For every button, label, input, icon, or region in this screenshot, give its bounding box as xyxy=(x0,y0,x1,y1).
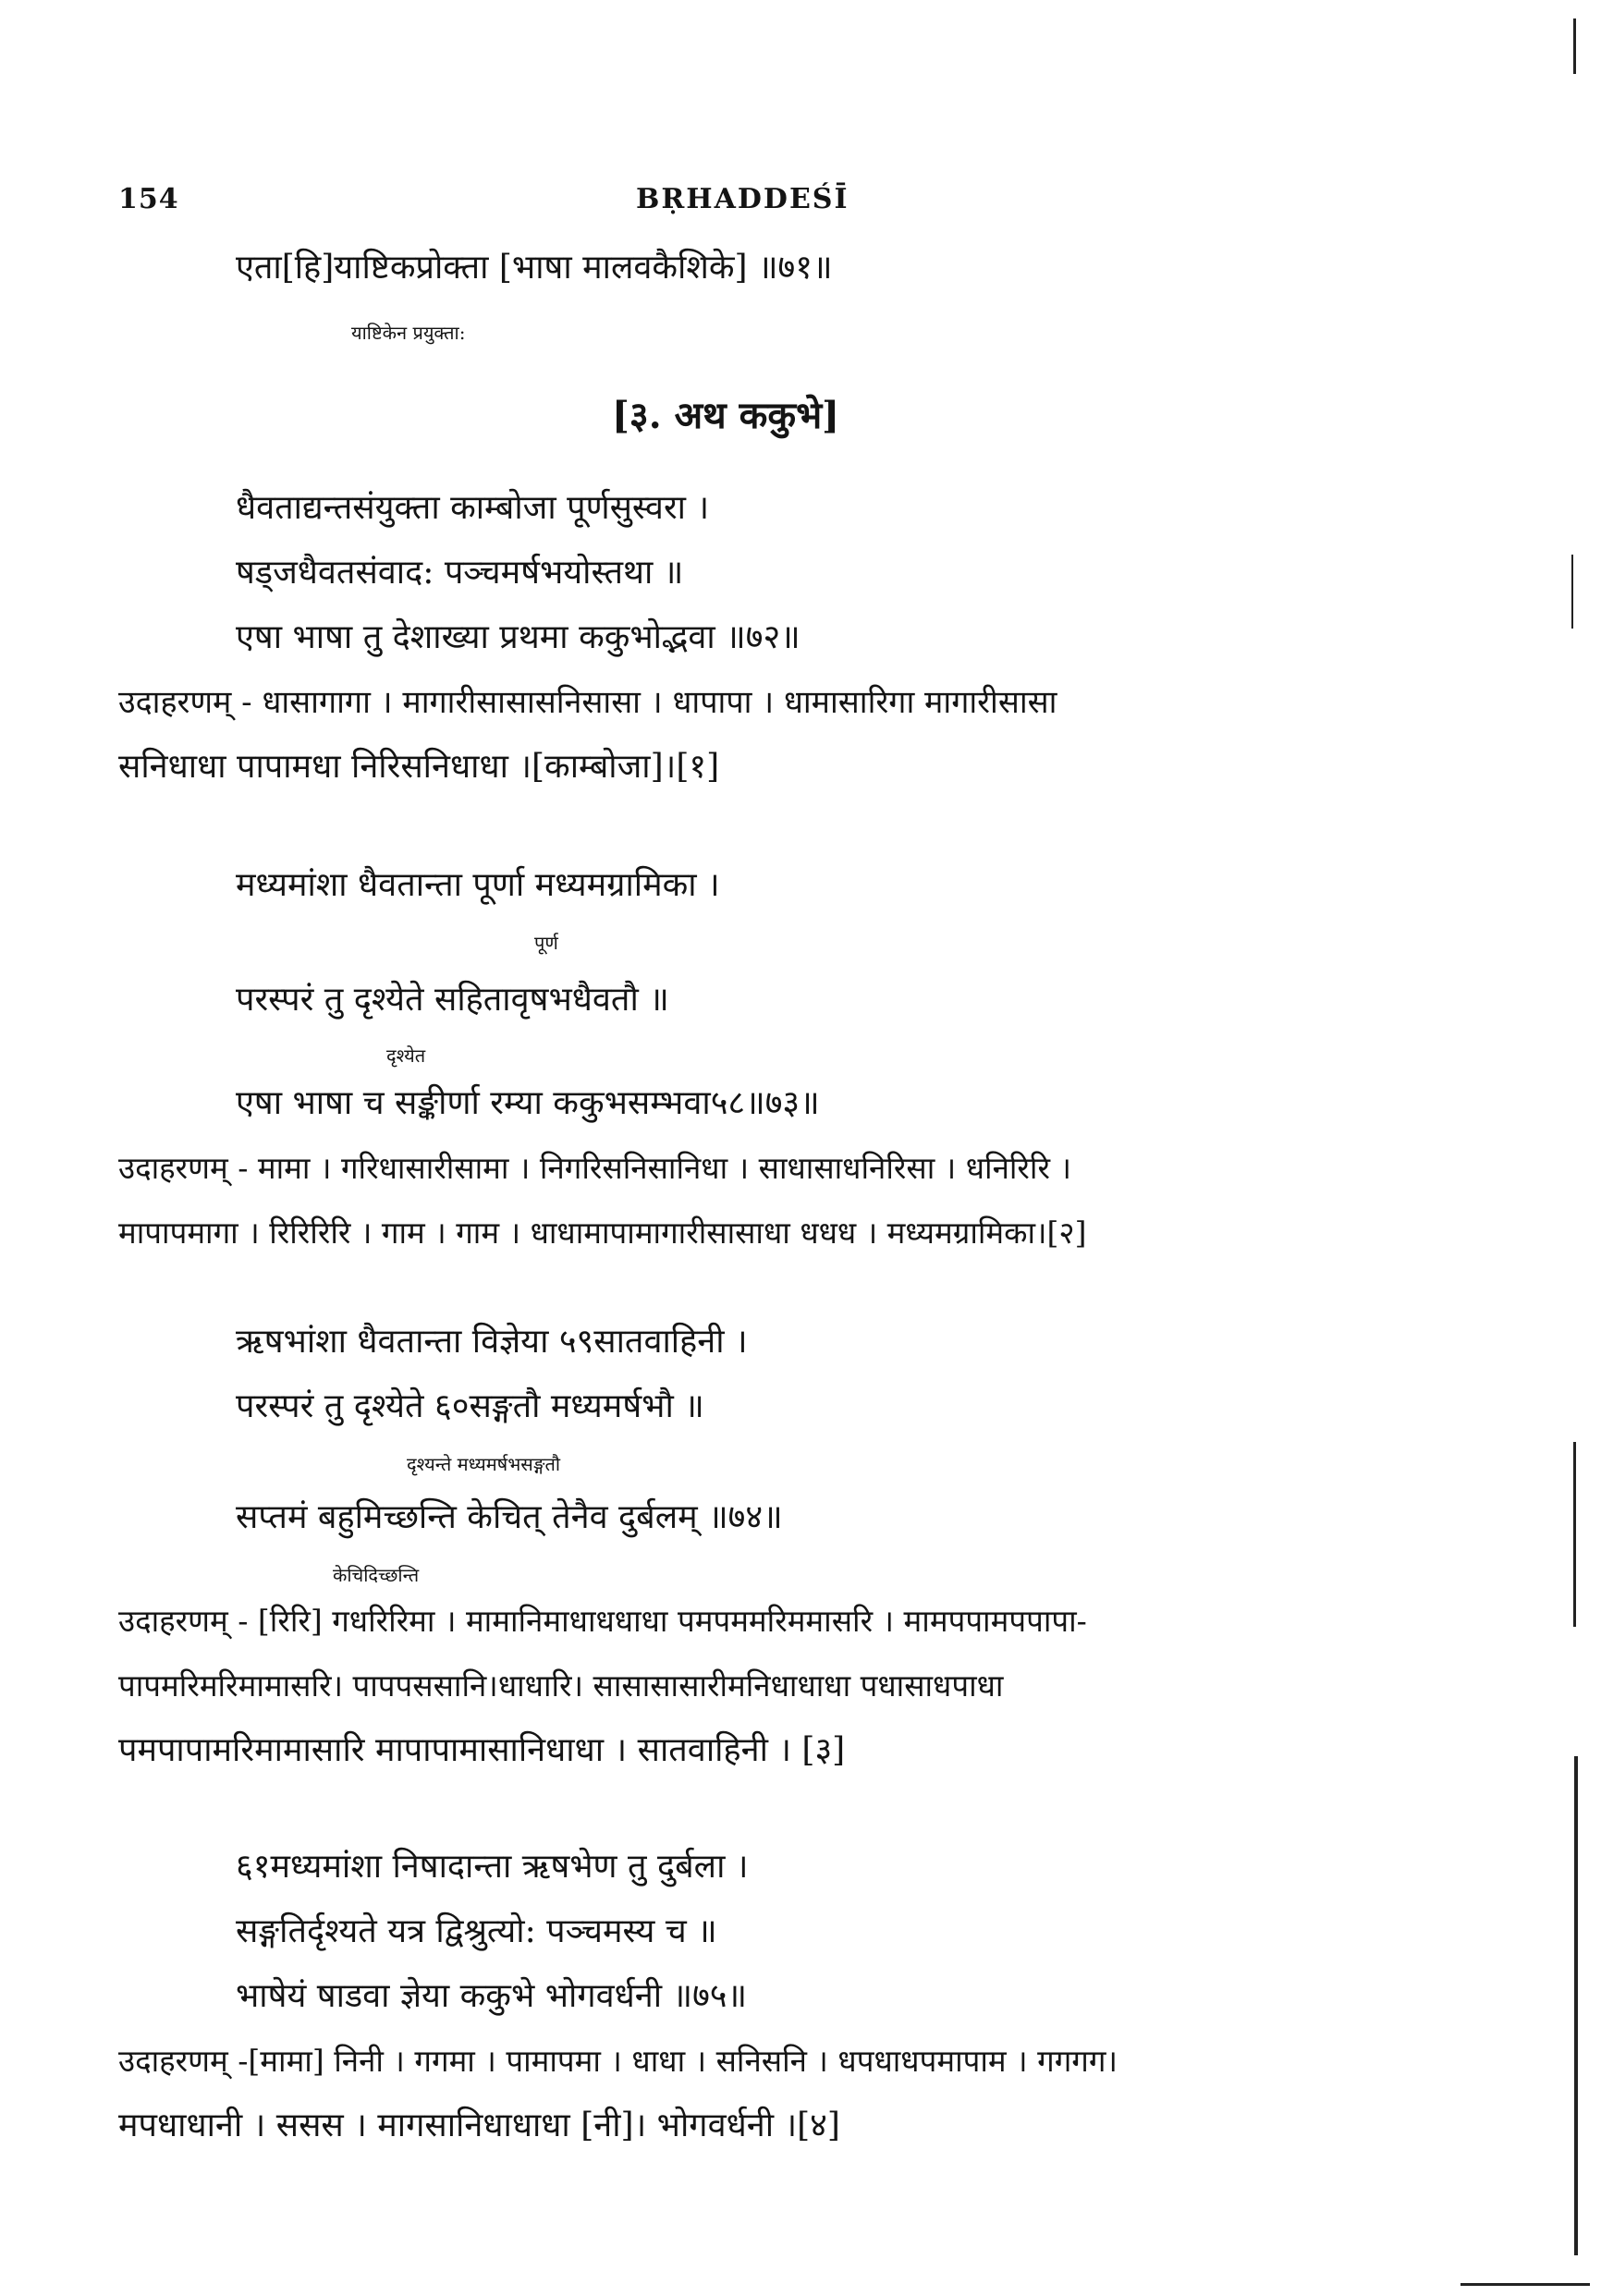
example-3-line-3: पमपापामरिमामासारि मापापामासानिधाधा । सातवाहिनी । [३] xyxy=(118,1731,846,1769)
verse-72-line-2: षड्जधैवतसंवाद: पञ्चमर्षभयोस्तथा ॥ xyxy=(236,554,684,592)
verse-75-line-1: ६१मध्यमांशा निषादान्ता ऋषभेण तु दुर्बला । xyxy=(236,1848,749,1886)
example-3-line-1: उदाहरणम् - [रिरि] गधरिरिमा । मामानिमाधाधधाधा पमपममरिममासरि । मामपपामपपापा- xyxy=(118,1603,1087,1639)
verse-74-gloss-1: दृश्यन्ते मध्यमर्षभसङ्गतौ xyxy=(407,1453,561,1475)
verse-74-line-3: सप्तमं बहुमिच्छन्ति केचित् तेनैव दुर्बलम् ॥७४॥ xyxy=(236,1498,783,1536)
example-2-line-1: उदाहरणम् - मामा । गरिधासारीसामा । निगरिसनिसानिधा । साधासाधनिरिसा । धनिरिरि । xyxy=(118,1150,1071,1186)
verse-71-line-1: एता[हि]याष्टिकप्रोक्ता [भाषा मालवकैशिके] ॥७१॥ xyxy=(236,249,833,287)
scan-edge-mark xyxy=(1571,555,1573,629)
page-number: 154 xyxy=(118,183,179,215)
verse-73-gloss-2: दृश्येत xyxy=(386,1044,426,1067)
verse-73-gloss-1: पूर्ण xyxy=(534,932,558,954)
scan-edge-mark xyxy=(1573,18,1576,74)
verse-75-line-3: भाषेयं षाडवा ज्ञेया ककुभे भोगवर्धनी ॥७५॥ xyxy=(236,1977,748,2015)
example-1-line-2: सनिधाधा पापामधा निरिसनिधाधा ।[काम्बोजा]।[१] xyxy=(118,748,720,786)
scan-edge-mark xyxy=(1573,1442,1576,1627)
example-3-line-2: पापमरिमरिमामासरि। पापपससानि।धाधारि। सासासासारीमनिधाधाधा पधासाधपाधा xyxy=(118,1667,1004,1704)
example-4-line-1: उदाहरणम् -[मामा] निनी । गगमा । पामापमा । धाधा । सनिसनि । धपधाधपमापाम । गगगग। xyxy=(118,2043,1118,2079)
page-header xyxy=(118,183,1412,220)
verse-73-line-3: एषा भाषा च सङ्कीर्णा रम्या ककुभसम्भवा५८॥७३॥ xyxy=(236,1084,820,1122)
verse-74-gloss-2: केचिदिच्छन्ति xyxy=(333,1564,420,1586)
example-2-line-2: मापापमागा । रिरिरिरि । गाम । गाम । धाधामापामागारीसासाधा धधध । मध्यमग्रामिका।[२] xyxy=(118,1215,1087,1251)
verse-72-line-1: धैवताद्यन्तसंयुक्ता काम्बोजा पूर्णसुस्वरा । xyxy=(236,489,710,527)
scan-edge-mark xyxy=(1460,2283,1590,2286)
scan-edge-mark xyxy=(1574,1756,1578,2255)
verse-73-line-2: परस्परं तु दृश्येते सहितावृषभधैवतौ ॥ xyxy=(236,981,669,1019)
example-4-line-2: मपधाधानी । ससस । मागसानिधाधाधा [नी]। भोगवर्धनी ।[४] xyxy=(118,2107,840,2144)
verse-73-line-1: मध्यमांशा धैवतान्ता पूर्णा मध्यमग्रामिका । xyxy=(236,866,720,904)
verse-75-line-2: सङ्गतिर्दृश्यते यत्र द्विश्रुत्यो: पञ्चमस्य च ॥ xyxy=(236,1912,717,1950)
verse-74-line-1: ऋषभांशा धैवतान्ता विज्ञेया ५९सातवाहिनी । xyxy=(236,1323,748,1361)
verse-71-gloss: याष्टिकेन प्रयुक्ता: xyxy=(351,322,466,344)
verse-72-line-3: एषा भाषा तु देशाख्या प्रथमा ककुभोद्भवा ॥७२॥ xyxy=(236,618,800,656)
example-1-line-1: उदाहरणम् - धासागागा । मागारीसासासनिसासा । धापापा । धामासारिगा मागारीसासा xyxy=(118,684,1057,721)
section-heading: [३. अथ ककुभे] xyxy=(612,394,840,437)
running-head: BṚHADDEŚĪ xyxy=(636,183,849,215)
verse-74-line-2: परस्परं तु दृश्येते ६०सङ्गतौ मध्यमर्षभौ ॥ xyxy=(236,1387,704,1425)
